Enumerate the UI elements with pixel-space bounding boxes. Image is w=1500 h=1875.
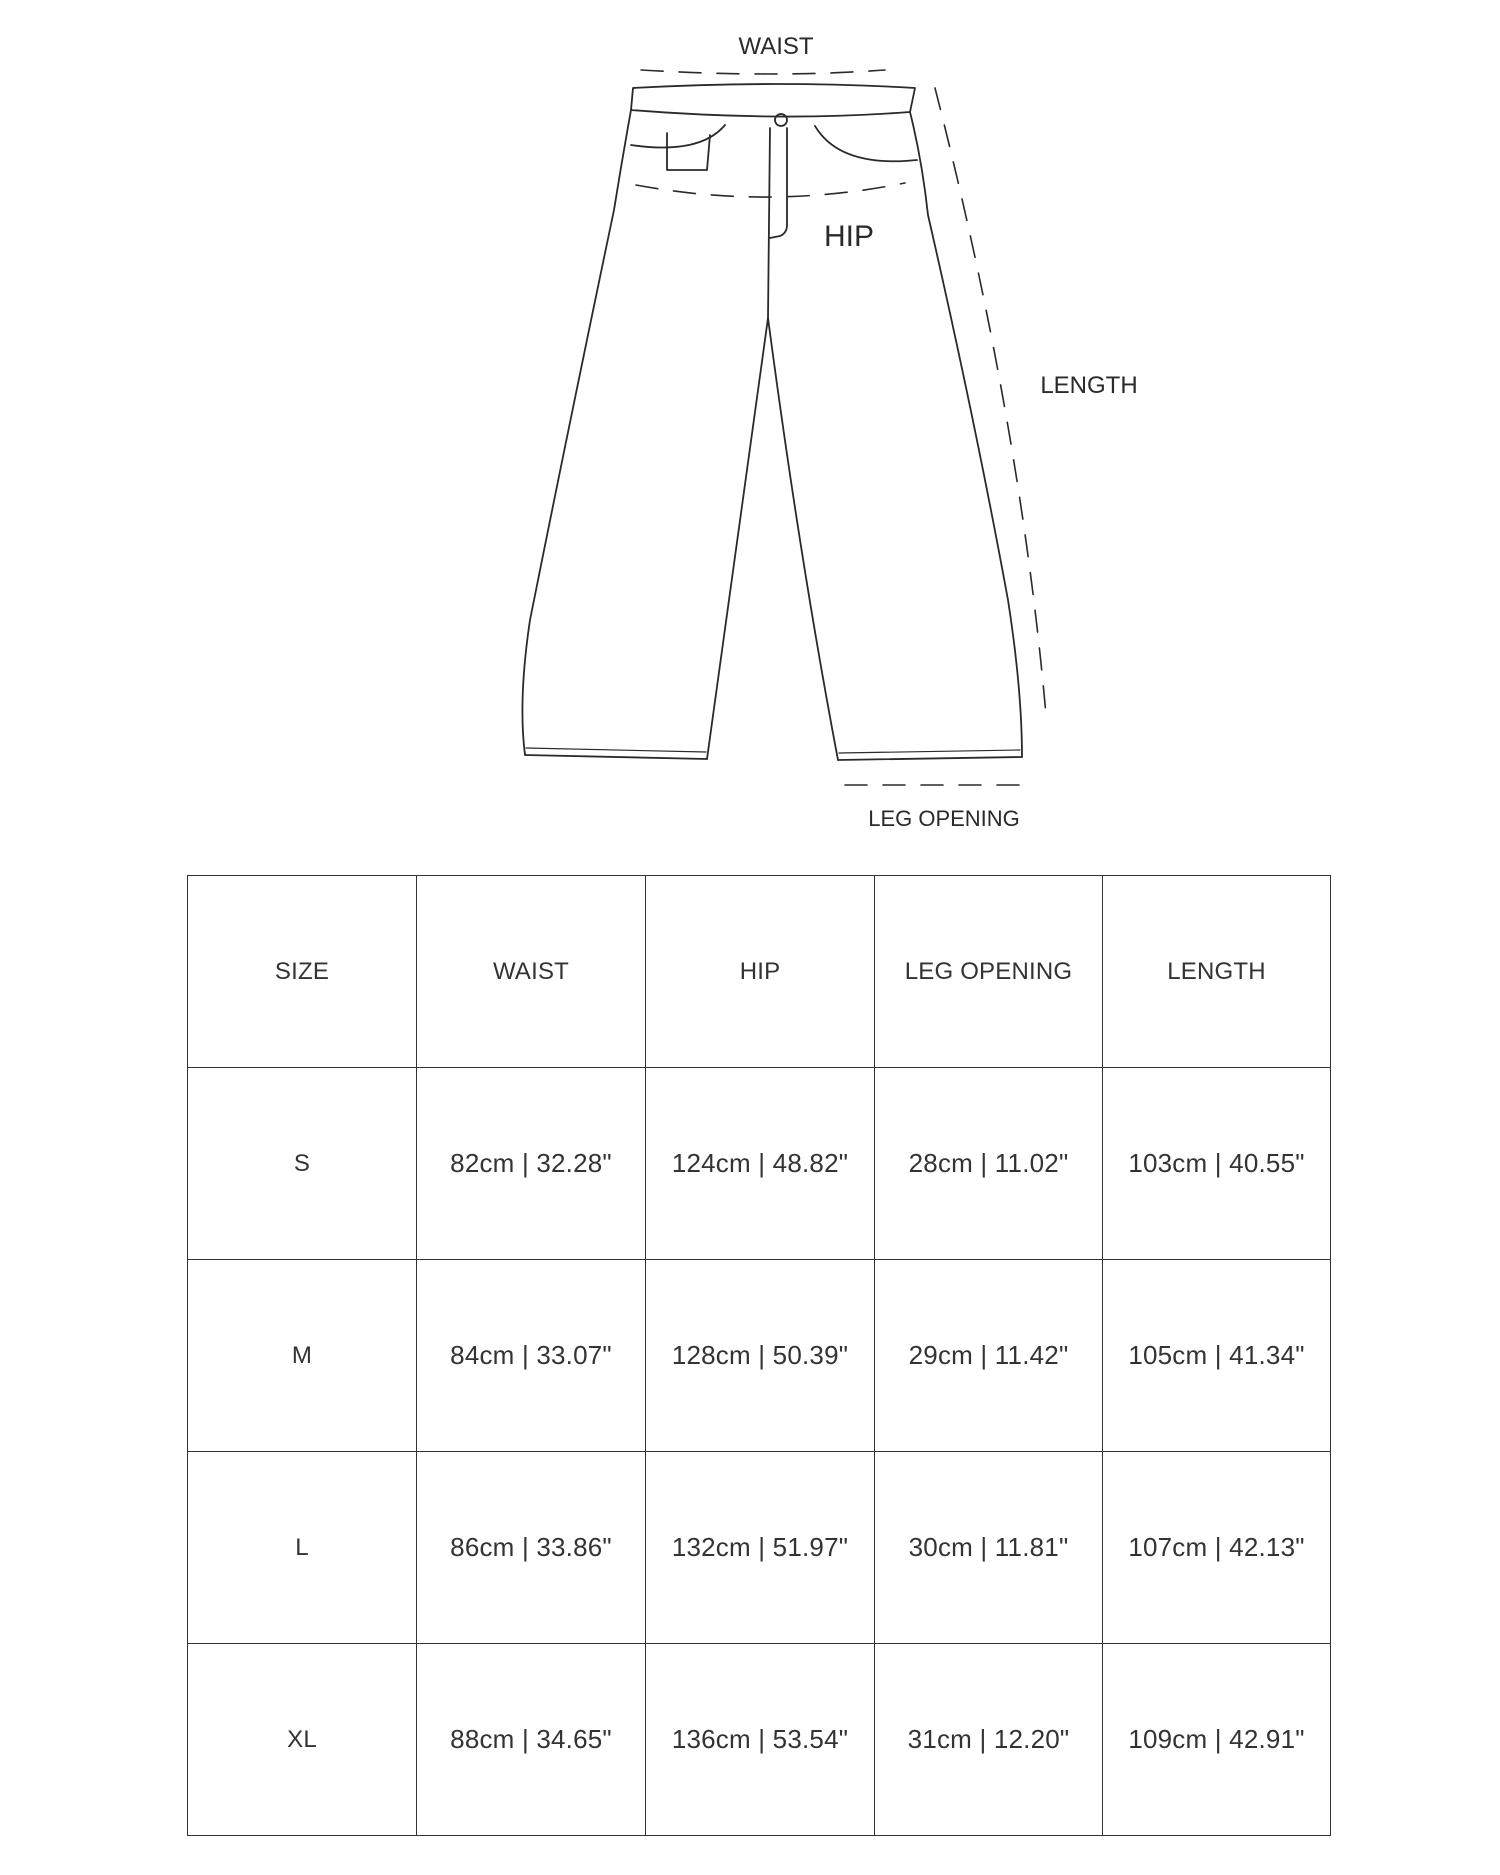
right-hem xyxy=(838,757,1022,760)
left-front-pocket xyxy=(631,125,725,148)
length-guide xyxy=(935,88,1046,715)
left-inseam xyxy=(707,318,768,759)
right-front-pocket xyxy=(815,126,917,161)
header-waist: WAIST xyxy=(417,876,646,1068)
size-cell: M xyxy=(188,1260,417,1452)
table-row xyxy=(188,1644,1331,1836)
size-cell: L xyxy=(188,1452,417,1644)
leg-opening-label: LEG OPENING xyxy=(868,806,1020,831)
header-size: SIZE xyxy=(188,876,417,1068)
left-hem-stitch xyxy=(526,748,706,752)
leg-opening-cell: 29cm | 11.42" xyxy=(875,1260,1103,1452)
length-cell: 109cm | 42.91" xyxy=(1103,1644,1331,1836)
size-cell: XL xyxy=(188,1644,417,1836)
header-leg-opening: LEG OPENING xyxy=(875,876,1103,1068)
length-cell: 107cm | 42.13" xyxy=(1103,1452,1331,1644)
center-seam xyxy=(768,128,770,318)
size-cell: S xyxy=(188,1068,417,1260)
table-row xyxy=(188,1068,1331,1260)
hip-guide xyxy=(636,183,905,197)
measurement-guides xyxy=(636,70,1046,785)
length-cell: 103cm | 40.55" xyxy=(1103,1068,1331,1260)
length-cell: 105cm | 41.34" xyxy=(1103,1260,1331,1452)
leg-opening-cell: 28cm | 11.02" xyxy=(875,1068,1103,1260)
header-hip: HIP xyxy=(646,876,875,1068)
fly-stitch xyxy=(770,128,787,238)
leg-opening-cell: 31cm | 12.20" xyxy=(875,1644,1103,1836)
table-row xyxy=(188,1452,1331,1644)
length-label: LENGTH xyxy=(1040,372,1138,399)
hip-cell: 128cm | 50.39" xyxy=(646,1260,875,1452)
hip-cell: 136cm | 53.54" xyxy=(646,1644,875,1836)
table-header-row xyxy=(188,876,1331,1068)
waist-cell: 82cm | 32.28" xyxy=(417,1068,646,1260)
left-hem xyxy=(525,755,707,759)
left-outer-seam xyxy=(522,110,631,755)
waist-cell: 86cm | 33.86" xyxy=(417,1452,646,1644)
pants-illustration xyxy=(522,84,1022,760)
waist-cell: 84cm | 33.07" xyxy=(417,1260,646,1452)
coin-pocket xyxy=(667,133,710,170)
pants-measurement-diagram xyxy=(0,0,1500,860)
waistband xyxy=(631,84,915,117)
hip-cell: 132cm | 51.97" xyxy=(646,1452,875,1644)
right-inseam xyxy=(768,318,838,760)
hip-label: HIP xyxy=(823,220,875,253)
right-hem-stitch xyxy=(839,750,1020,753)
waist-cell: 88cm | 34.65" xyxy=(417,1644,646,1836)
right-outer-seam xyxy=(910,112,1022,757)
leg-opening-cell: 30cm | 11.81" xyxy=(875,1452,1103,1644)
waist-guide xyxy=(641,70,885,74)
size-chart-table xyxy=(187,875,1331,1836)
hip-cell: 124cm | 48.82" xyxy=(646,1068,875,1260)
header-length: LENGTH xyxy=(1103,876,1331,1068)
table-row xyxy=(188,1260,1331,1452)
waist-label: WAIST xyxy=(738,33,814,60)
